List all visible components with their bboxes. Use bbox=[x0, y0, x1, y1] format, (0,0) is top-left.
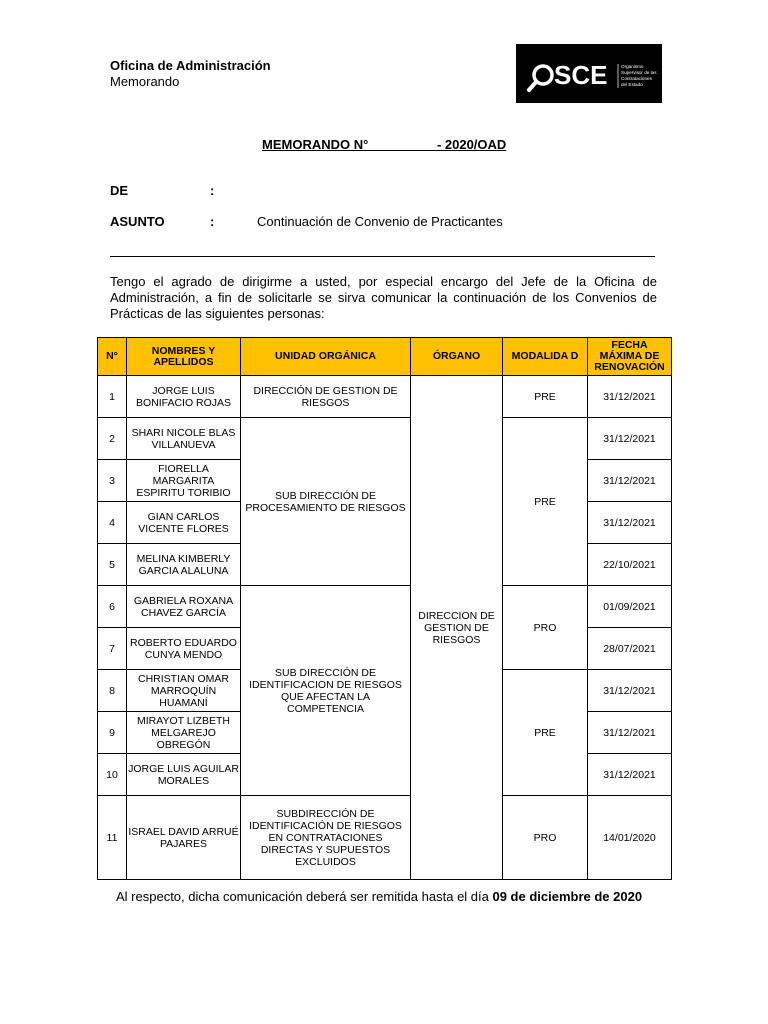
row-name: GIAN CARLOS VICENTE FLORES bbox=[127, 502, 241, 544]
row-name: ROBERTO EDUARDO CUNYA MENDO bbox=[127, 628, 241, 670]
row-date: 31/12/2021 bbox=[588, 670, 672, 712]
unit-direccion: DIRECCIÓN DE GESTION DE RIESGOS bbox=[241, 376, 411, 418]
closing-text: Al respecto, dicha comunicación deberá ser remitida hasta el día bbox=[116, 889, 493, 904]
row-name: MELINA KIMBERLY GARCIA ALALUNA bbox=[127, 544, 241, 586]
logo-tagline-3: Contrataciones bbox=[621, 76, 652, 81]
memo-number-blank bbox=[368, 137, 437, 152]
asunto-label: ASUNTO bbox=[110, 214, 165, 229]
row-name: FIORELLA MARGARITA ESPIRITU TORIBIO bbox=[127, 460, 241, 502]
row-date: 01/09/2021 bbox=[588, 586, 672, 628]
unit-contrataciones: SUBDIRECCIÓN DE IDENTIFICACIÓN DE RIESGOS EN CONTRATACIONES DIRECTAS Y SUPUESTOS EXCLUIDOS bbox=[241, 796, 411, 880]
modality-cell: PRO bbox=[503, 796, 588, 880]
office-name: Oficina de Administración bbox=[110, 58, 271, 73]
unit-procesamiento: SUB DIRECCIÓN DE PROCESAMIENTO DE RIESGOS bbox=[241, 418, 411, 586]
asunto-value: Continuación de Convenio de Practicantes bbox=[257, 214, 503, 229]
row-name: GABRIELA ROXANA CHAVEZ GARCÍA bbox=[127, 586, 241, 628]
row-name: CHRISTIAN OMAR MARROQUÍN HUAMANÍ bbox=[127, 670, 241, 712]
row-date: 31/12/2021 bbox=[588, 502, 672, 544]
header-organo: ÓRGANO bbox=[411, 338, 503, 376]
practicantes-table bbox=[97, 337, 672, 880]
memo-title-prefix: MEMORANDO N° bbox=[262, 137, 369, 152]
row-number: 10 bbox=[98, 754, 127, 796]
row-number: 3 bbox=[98, 460, 127, 502]
memo-title bbox=[262, 137, 506, 152]
row-number: 6 bbox=[98, 586, 127, 628]
header-unit: UNIDAD ORGÁNICA bbox=[241, 338, 411, 376]
modality-cell: PRO bbox=[503, 586, 588, 670]
header-date: FECHA MÁXIMA DE RENOVACIÓN bbox=[588, 338, 672, 376]
table-row bbox=[98, 586, 672, 628]
logo-tagline-1: Organismo bbox=[621, 64, 644, 69]
table-row bbox=[98, 376, 672, 418]
row-name: JORGE LUIS BONIFACIO ROJAS bbox=[127, 376, 241, 418]
row-date: 31/12/2021 bbox=[588, 418, 672, 460]
table-header-row bbox=[98, 338, 672, 376]
logo-tagline-4: del Estado bbox=[621, 82, 643, 87]
row-number: 5 bbox=[98, 544, 127, 586]
modality-cell: PRE bbox=[503, 418, 588, 586]
row-name: JORGE LUIS AGUILAR MORALES bbox=[127, 754, 241, 796]
de-label: DE bbox=[110, 183, 129, 198]
intro-paragraph: Tengo el agrado de dirigirme a usted, por especial encargo del Jefe de la Oficina de Administración, a fin de solicitarle se sirva comunicar la continuación de los Convenios de Prácticas de las siguientes personas: bbox=[110, 274, 657, 321]
unit-competencia: SUB DIRECCIÓN DE IDENTIFICACION DE RIESGOS QUE AFECTAN LA COMPETENCIA bbox=[241, 586, 411, 796]
table-row bbox=[98, 796, 672, 880]
osce-logo-graphic bbox=[516, 44, 662, 103]
modality-cell: PRE bbox=[503, 376, 588, 418]
row-date: 31/12/2021 bbox=[588, 376, 672, 418]
row-number: 7 bbox=[98, 628, 127, 670]
de-colon: : bbox=[210, 183, 215, 198]
row-number: 11 bbox=[98, 796, 127, 880]
memo-title-suffix: - 2020/OAD bbox=[436, 137, 507, 152]
row-number: 8 bbox=[98, 670, 127, 712]
document-type: Memorando bbox=[110, 74, 180, 89]
row-date: 28/07/2021 bbox=[588, 628, 672, 670]
asunto-colon: : bbox=[210, 214, 215, 229]
row-name: MIRAYOT LIZBETH MELGAREJO OBREGÓN bbox=[127, 712, 241, 754]
row-date: 31/12/2021 bbox=[588, 712, 672, 754]
row-date: 14/01/2020 bbox=[588, 796, 672, 880]
row-name: SHARI NICOLE BLAS VILLANUEVA bbox=[127, 418, 241, 460]
header-divider bbox=[110, 256, 655, 257]
organo-cell: DIRECCION DE GESTION DE RIESGOS bbox=[411, 376, 503, 880]
row-name: ISRAEL DAVID ARRUÉ PAJARES bbox=[127, 796, 241, 880]
header-number: N° bbox=[98, 338, 127, 376]
logo-brand: SCE bbox=[554, 60, 608, 90]
row-number: 1 bbox=[98, 376, 127, 418]
row-date: 31/12/2021 bbox=[588, 754, 672, 796]
row-number: 4 bbox=[98, 502, 127, 544]
row-number: 9 bbox=[98, 712, 127, 754]
header-names: NOMBRES Y APELLIDOS bbox=[127, 338, 241, 376]
logo-tagline-2: Supervisor de las bbox=[621, 70, 657, 75]
row-date: 31/12/2021 bbox=[588, 460, 672, 502]
deadline-date: 09 de diciembre de 2020 bbox=[492, 889, 643, 904]
row-number: 2 bbox=[98, 418, 127, 460]
table-row bbox=[98, 418, 672, 460]
osce-logo bbox=[516, 44, 662, 103]
modality-cell: PRE bbox=[503, 670, 588, 796]
header-modality: MODALIDA D bbox=[503, 338, 588, 376]
closing-paragraph bbox=[116, 889, 661, 905]
row-date: 22/10/2021 bbox=[588, 544, 672, 586]
